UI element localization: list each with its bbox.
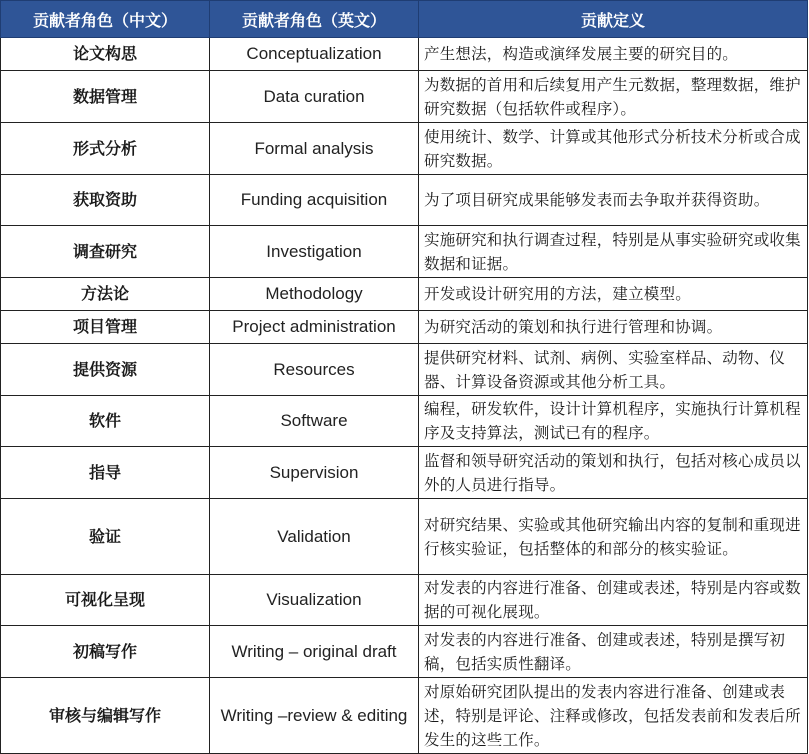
role-definition: 实施研究和执行调查过程，特别是从事实验研究或收集数据和证据。 [419, 226, 808, 278]
role-definition: 对研究结果、实验或其他研究输出内容的复制和重现进行核实验证，包括整体的和部分的核实验证。 [419, 499, 808, 575]
table-row [1, 344, 808, 396]
role-chinese: 项目管理 [1, 311, 210, 344]
table-row [1, 499, 808, 575]
table-row [1, 626, 808, 678]
role-english: Writing – original draft [210, 626, 419, 678]
role-english: Investigation [210, 226, 419, 278]
role-english: Methodology [210, 278, 419, 311]
role-chinese: 获取资助 [1, 175, 210, 226]
role-chinese: 论文构思 [1, 38, 210, 71]
role-chinese: 方法论 [1, 278, 210, 311]
table-row [1, 71, 808, 123]
role-english: Conceptualization [210, 38, 419, 71]
role-english: Funding acquisition [210, 175, 419, 226]
table-row [1, 311, 808, 344]
table-header [1, 1, 808, 38]
role-definition: 为数据的首用和后续复用产生元数据，整理数据，维护研究数据（包括软件或程序）。 [419, 71, 808, 123]
role-definition: 开发或设计研究用的方法，建立模型。 [419, 278, 808, 311]
role-english: Validation [210, 499, 419, 575]
role-chinese: 形式分析 [1, 123, 210, 175]
header-role-chinese: 贡献者角色（中文） [1, 1, 210, 38]
role-chinese: 提供资源 [1, 344, 210, 396]
role-chinese: 软件 [1, 396, 210, 447]
role-definition: 使用统计、数学、计算或其他形式分析技术分析或合成研究数据。 [419, 123, 808, 175]
role-english: Software [210, 396, 419, 447]
table-row [1, 226, 808, 278]
table-row [1, 678, 808, 754]
role-chinese: 初稿写作 [1, 626, 210, 678]
role-definition: 为了项目研究成果能够发表而去争取并获得资助。 [419, 175, 808, 226]
role-chinese: 调查研究 [1, 226, 210, 278]
role-chinese: 可视化呈现 [1, 575, 210, 626]
table-body [1, 38, 808, 754]
table-row [1, 396, 808, 447]
role-english: Visualization [210, 575, 419, 626]
role-chinese: 指导 [1, 447, 210, 499]
table-row [1, 38, 808, 71]
role-definition: 产生想法，构造或演绎发展主要的研究目的。 [419, 38, 808, 71]
table-row [1, 123, 808, 175]
role-chinese: 验证 [1, 499, 210, 575]
header-definition: 贡献定义 [419, 1, 808, 38]
role-english: Project administration [210, 311, 419, 344]
role-definition: 对发表的内容进行准备、创建或表述，特别是内容或数据的可视化展现。 [419, 575, 808, 626]
role-definition: 编程，研发软件，设计计算机程序，实施执行计算机程序及支持算法，测试已有的程序。 [419, 396, 808, 447]
role-english: Data curation [210, 71, 419, 123]
table-row [1, 175, 808, 226]
header-role-english: 贡献者角色（英文） [210, 1, 419, 38]
role-english: Writing –review & editing [210, 678, 419, 754]
table-row [1, 278, 808, 311]
role-english: Resources [210, 344, 419, 396]
role-definition: 为研究活动的策划和执行进行管理和协调。 [419, 311, 808, 344]
role-chinese: 审核与编辑写作 [1, 678, 210, 754]
role-english: Formal analysis [210, 123, 419, 175]
table-row [1, 575, 808, 626]
table-row [1, 447, 808, 499]
role-definition: 监督和领导研究活动的策划和执行，包括对核心成员以外的人员进行指导。 [419, 447, 808, 499]
role-definition: 对发表的内容进行准备、创建或表述，特别是撰写初稿，包括实质性翻译。 [419, 626, 808, 678]
role-definition: 对原始研究团队提出的发表内容进行准备、创建或表述，特别是评论、注释或修改，包括发表前和发表后所发生的这些工作。 [419, 678, 808, 754]
role-english: Supervision [210, 447, 419, 499]
header-row [1, 1, 808, 38]
role-definition: 提供研究材料、试剂、病例、实验室样品、动物、仪器、计算设备资源或其他分析工具。 [419, 344, 808, 396]
role-chinese: 数据管理 [1, 71, 210, 123]
